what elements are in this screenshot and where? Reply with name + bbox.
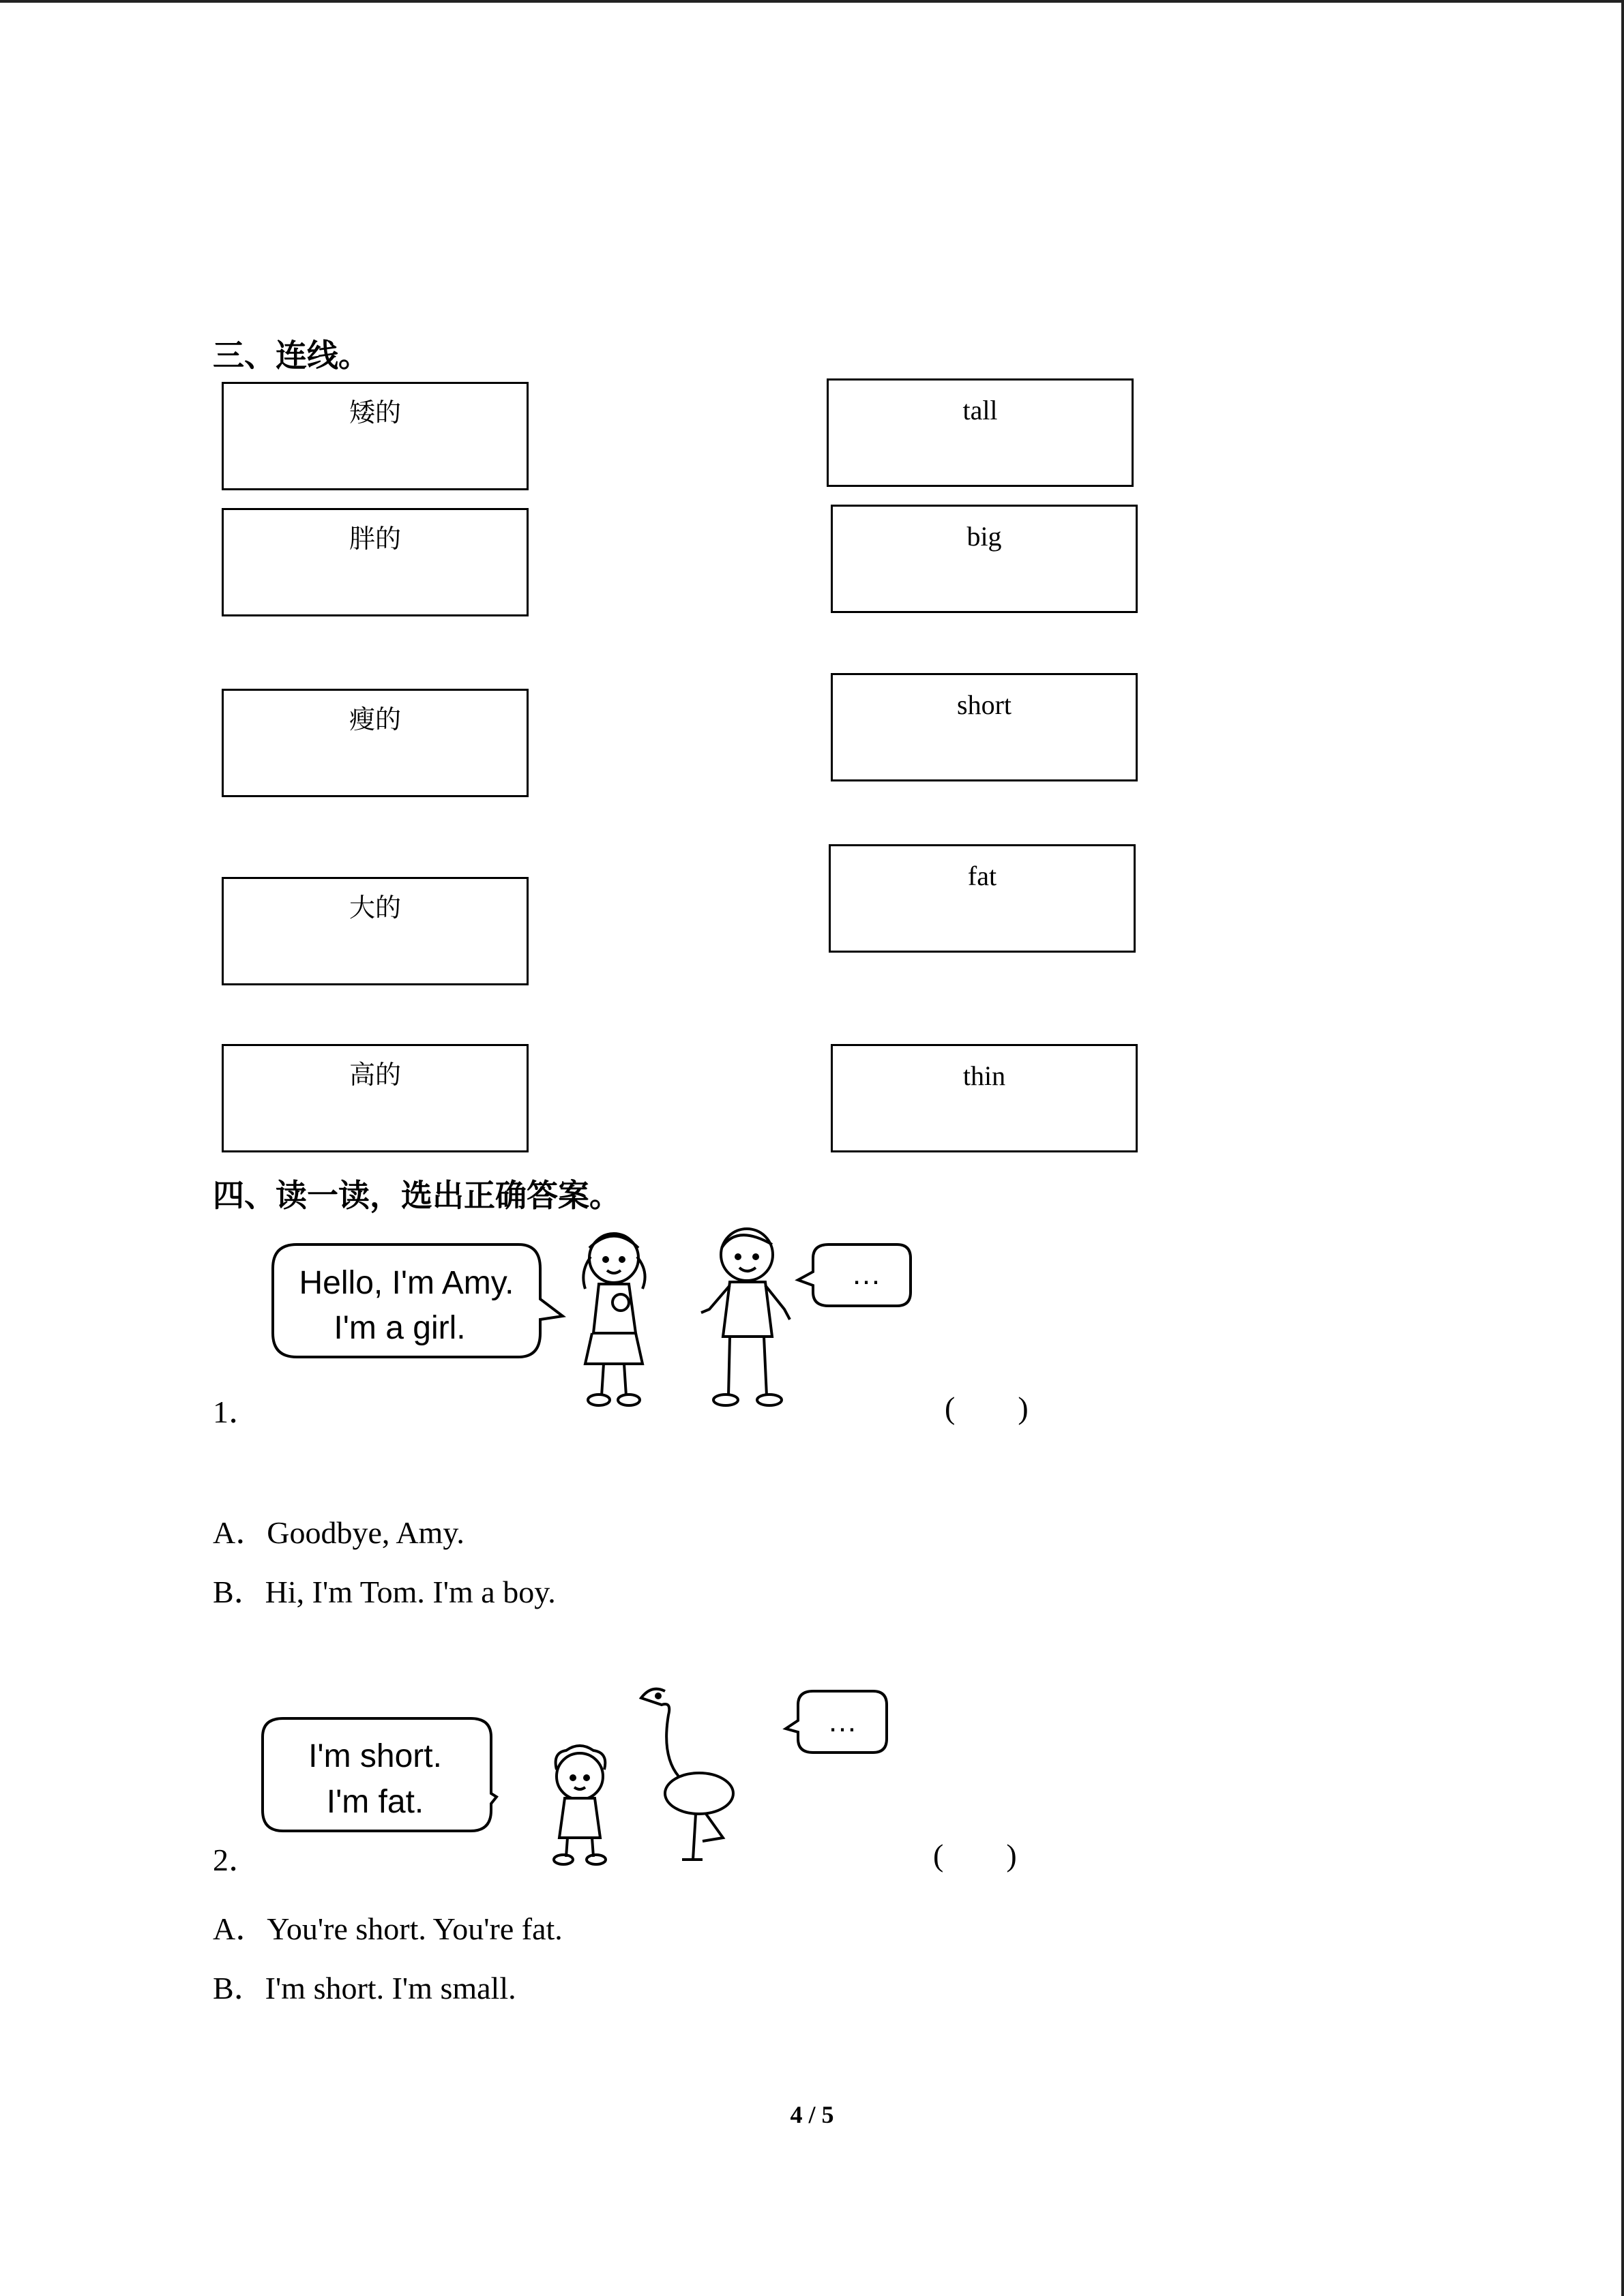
short-girl-figure-icon — [554, 1746, 606, 1864]
question1-option-b[interactable]: B．Hi, I'm Tom. I'm a boy. — [213, 1575, 556, 1609]
page-right-border — [1621, 0, 1624, 2296]
question2-answer-paren[interactable]: ( ) — [933, 1838, 1017, 1873]
match-box-right-3[interactable] — [831, 673, 1138, 781]
question1-answer-paren[interactable]: ( ) — [945, 1390, 1029, 1425]
match-box-left-2[interactable] — [222, 508, 529, 616]
match-label: 胖的 — [349, 524, 401, 554]
bubble-line-2: I'm fat. — [326, 1784, 424, 1820]
flamingo-icon — [641, 1689, 733, 1860]
match-box-left-3[interactable] — [222, 689, 529, 797]
question1-illustration — [259, 1217, 914, 1422]
match-label: 瘦的 — [349, 704, 401, 734]
match-label: 高的 — [349, 1060, 401, 1090]
match-box-left-1[interactable] — [222, 382, 529, 490]
girl-figure-icon — [583, 1234, 645, 1405]
question2-option-b[interactable]: B．I'm short. I'm small. — [213, 1971, 516, 2006]
speech-bubble — [273, 1244, 563, 1357]
question1-number: 1． — [213, 1395, 260, 1429]
boy-figure-icon — [701, 1229, 790, 1405]
match-box-right-5[interactable] — [831, 1044, 1138, 1152]
match-box-right-4[interactable] — [829, 844, 1136, 953]
reply-bubble — [786, 1691, 887, 1753]
bubble-line-1: I'm short. — [308, 1738, 442, 1774]
question1-option-a[interactable]: A．Goodbye, Amy. — [213, 1515, 464, 1550]
bubble-line-1: Hello, I'm Amy. — [299, 1265, 514, 1301]
reply-ellipsis: … — [827, 1705, 857, 1738]
match-box-left-4[interactable] — [222, 877, 529, 985]
match-label: big — [966, 521, 1002, 552]
question2-option-a[interactable]: A．You're short. You're fat. — [213, 1911, 563, 1946]
section4-heading: 四、读一读，选出正确答案。 — [213, 1177, 621, 1214]
question2-illustration — [259, 1674, 900, 1872]
page-top-border — [0, 0, 1624, 3]
section3-heading: 三、连线。 — [213, 337, 370, 374]
speech-bubble — [263, 1718, 497, 1831]
match-label: tall — [962, 395, 998, 426]
page-number: 4 / 5 — [790, 2101, 834, 2128]
match-label: 矮的 — [349, 398, 401, 428]
reply-bubble — [798, 1244, 911, 1306]
reply-ellipsis: … — [851, 1257, 881, 1291]
match-label: short — [957, 689, 1012, 720]
question2-number: 2． — [213, 1843, 260, 1877]
match-label: 大的 — [349, 893, 401, 923]
bubble-line-2: I'm a girl. — [334, 1310, 466, 1346]
match-box-left-5[interactable] — [222, 1044, 529, 1152]
match-box-right-2[interactable] — [831, 505, 1138, 613]
match-label: fat — [967, 861, 997, 891]
match-box-right-1[interactable] — [827, 378, 1134, 487]
match-label: thin — [962, 1060, 1006, 1091]
